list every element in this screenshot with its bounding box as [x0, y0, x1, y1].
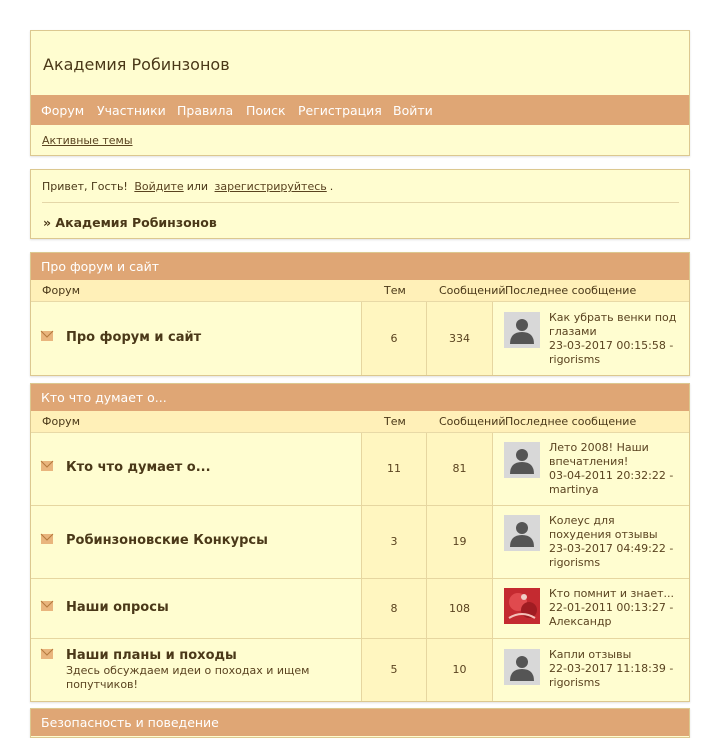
column-last-post: Последнее сообщение	[505, 284, 637, 297]
posts-cell	[427, 639, 493, 701]
divider	[42, 202, 679, 203]
forum-envelope-icon	[41, 461, 53, 471]
last-post-cell	[493, 639, 689, 701]
forum-cell	[31, 302, 361, 375]
column-topics: Тем	[384, 415, 406, 428]
posts-count: 81	[452, 462, 467, 475]
forum-envelope-icon	[41, 534, 53, 544]
forum-cell	[31, 433, 361, 505]
posts-cell	[427, 506, 493, 578]
login-link[interactable]: Войдите	[134, 180, 184, 193]
topics-cell	[361, 639, 427, 701]
user-avatar[interactable]	[504, 312, 540, 348]
topics-count: 8	[390, 602, 398, 615]
last-post-cell	[493, 506, 689, 578]
posts-cell	[427, 302, 493, 375]
topics-cell	[361, 302, 427, 375]
posts-count: 19	[452, 535, 467, 548]
forum-link[interactable]: Наши планы и походы	[66, 648, 237, 663]
topics-count: 3	[390, 535, 398, 548]
active-topics-link[interactable]: Активные темы	[42, 134, 133, 147]
nav-search[interactable]: Поиск	[246, 103, 286, 118]
last-post-date: 03-04-2011 20:32:22 -	[549, 469, 674, 482]
nav-rules[interactable]: Правила	[177, 103, 234, 118]
last-post-title[interactable]: Лето 2008! Наши впечатления!	[549, 441, 649, 468]
forum-envelope-icon	[41, 601, 53, 611]
topics-cell	[361, 506, 427, 578]
category-opinions	[30, 383, 690, 702]
site-header	[30, 30, 690, 156]
last-post-user: rigorisms	[549, 676, 601, 689]
posts-cell	[427, 433, 493, 505]
welcome-line	[42, 180, 333, 193]
last-post-info	[549, 441, 689, 497]
or-text: или	[186, 180, 209, 193]
category-about-forum	[30, 252, 690, 376]
column-forum: Форум	[42, 415, 80, 428]
category-safety	[30, 708, 690, 738]
posts-count: 10	[452, 663, 467, 676]
user-avatar[interactable]	[504, 649, 540, 685]
forum-cell	[31, 639, 361, 701]
forum-row	[31, 433, 689, 506]
topics-cell	[361, 433, 427, 505]
last-post-info	[549, 311, 689, 367]
topics-count: 11	[387, 462, 401, 475]
last-post-user: rigorisms	[549, 556, 601, 569]
column-posts: Сообщений	[439, 415, 506, 428]
nav-members[interactable]: Участники	[97, 103, 166, 118]
topics-count: 6	[390, 332, 398, 345]
forum-link[interactable]: Робинзоновские Конкурсы	[66, 533, 268, 548]
forum-row	[31, 579, 689, 639]
greeting-text: Привет, Гость!	[42, 180, 128, 193]
forum-envelope-icon	[41, 649, 53, 659]
forum-cell	[31, 506, 361, 578]
forum-row	[31, 506, 689, 579]
category-title[interactable]: Про форум и сайт	[31, 253, 689, 280]
forum-link[interactable]: Про форум и сайт	[66, 330, 202, 345]
forum-cell	[31, 579, 361, 638]
nav-login[interactable]: Войти	[393, 103, 433, 118]
last-post-user: Александр	[549, 615, 612, 628]
last-post-title[interactable]: Капли отзывы	[549, 648, 632, 661]
topics-cell	[361, 579, 427, 638]
column-header-row	[31, 280, 689, 302]
last-post-title[interactable]: Колеус для похудения отзывы	[549, 514, 658, 541]
last-post-cell	[493, 433, 689, 505]
category-title[interactable]: Кто что думает о...	[31, 384, 689, 411]
column-last-post: Последнее сообщение	[505, 415, 637, 428]
forum-description: Здесь обсуждаем идеи о походах и ищем попутчиков!	[66, 664, 310, 691]
nav-forum[interactable]: Форум	[41, 103, 85, 118]
register-link[interactable]: зарегистрируйтесь	[214, 180, 327, 193]
last-post-date: 22-03-2017 11:18:39 -	[549, 662, 674, 675]
last-post-date: 23-03-2017 00:15:58 -	[549, 339, 674, 352]
last-post-info	[549, 648, 689, 690]
welcome-panel	[30, 169, 690, 239]
topics-count: 5	[390, 663, 398, 676]
last-post-info	[549, 587, 689, 629]
forum-envelope-icon	[41, 331, 53, 341]
last-post-title[interactable]: Кто помнит и знает...	[549, 587, 675, 600]
user-avatar[interactable]	[504, 515, 540, 551]
last-post-info	[549, 514, 689, 570]
user-avatar[interactable]	[504, 442, 540, 478]
breadcrumb[interactable]: » Академия Робинзонов	[43, 215, 217, 230]
site-title[interactable]: Академия Робинзонов	[43, 55, 230, 74]
last-post-cell	[493, 302, 689, 375]
user-photo-avatar[interactable]	[504, 588, 540, 624]
posts-count: 334	[449, 332, 470, 345]
main-navbar	[31, 95, 689, 125]
last-post-cell	[493, 579, 689, 638]
last-post-user: rigorisms	[549, 353, 601, 366]
column-posts: Сообщений	[439, 284, 506, 297]
column-forum: Форум	[42, 284, 80, 297]
forum-link[interactable]: Наши опросы	[66, 600, 169, 615]
column-header-row	[31, 411, 689, 433]
forum-row	[31, 639, 689, 701]
forum-link[interactable]: Кто что думает о...	[66, 460, 211, 475]
posts-cell	[427, 579, 493, 638]
last-post-user: martinya	[549, 483, 599, 496]
nav-register[interactable]: Регистрация	[298, 103, 382, 118]
posts-count: 108	[449, 602, 470, 615]
last-post-date: 22-01-2011 00:13:27 -	[549, 601, 674, 614]
category-title[interactable]: Безопасность и поведение	[31, 709, 689, 736]
column-topics: Тем	[384, 284, 406, 297]
forum-row	[31, 302, 689, 375]
last-post-date: 23-03-2017 04:49:22 -	[549, 542, 674, 555]
period-text: .	[329, 180, 334, 193]
last-post-title[interactable]: Как убрать венки под глазами	[549, 311, 677, 338]
